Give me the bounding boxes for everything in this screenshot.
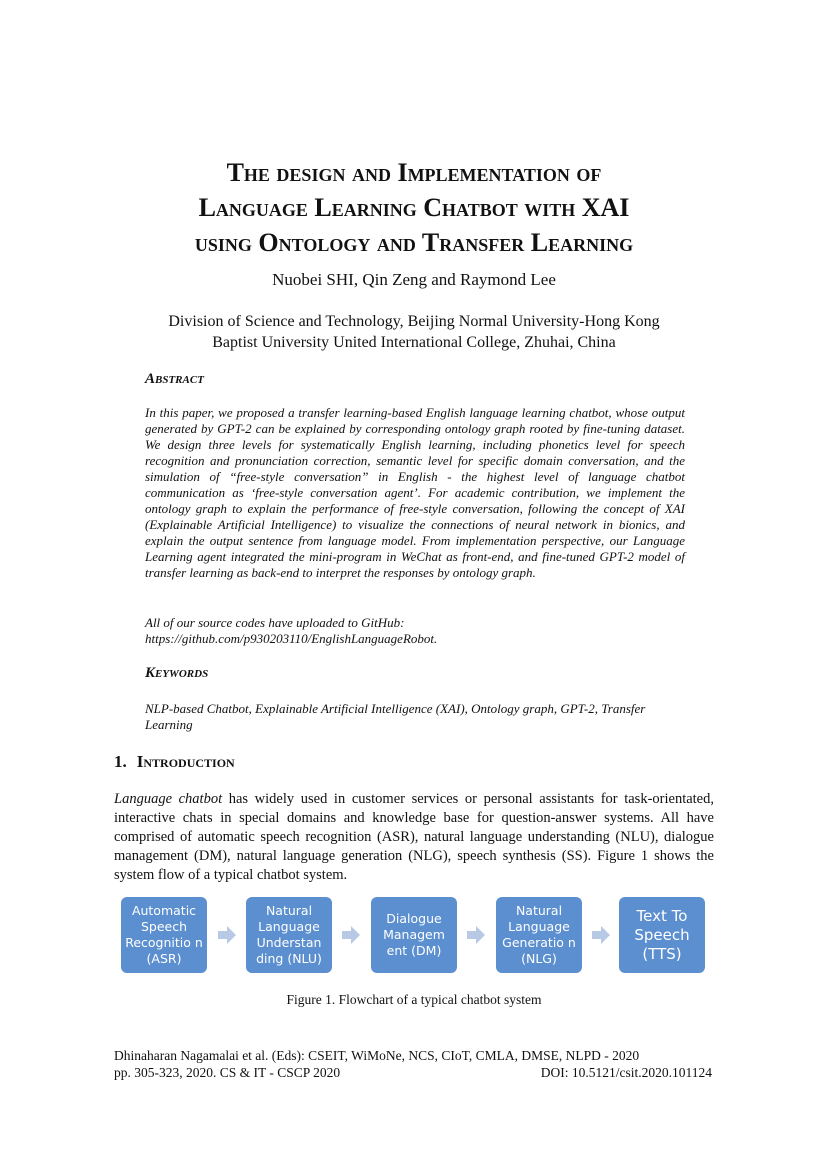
flow-box-dm: Dialogue Managem ent (DM)	[371, 897, 457, 973]
section-title: Introduction	[136, 752, 235, 771]
github-note-line: All of our source codes have uploaded to GitHub:	[145, 615, 405, 630]
arrow-right-icon	[342, 926, 360, 944]
abstract-text: In this paper, we proposed a transfer learning-based English language learning chatbot, whose output generated by GPT-2 can be explained by corresponding ontology graph rooted by fine-tuning dataset. We design three levels for systematically English learning, including phonetics level for speech recognition and pronunciation correction, semantic level for specific domain conversation, and the simulation of “free-style conversation” in English - the highest level of language chatbot communication as ‘free-style conversation agent’. For academic contribution, we implement the ontology graph to explain the performance of free-style conversation, following the concept of XAI (Explainable Artificial Intelligence) to visualize the connections of neural network in bionics, and explain the output sentence from language model. From implementation perspective, our Language Learning agent integrated the mini-program in WeChat as front-end, and fine-tuned GPT-2 model of transfer learning as back-end to interpret the responses by ontology graph.	[145, 405, 685, 580]
title-line: The design and Implementation of	[226, 158, 602, 187]
introduction-body: has widely used in customer services or personal assistants for task-orientated, interactive chats in special domains and knowledge base for question-answer systems. All have comprised of automatic speech recognition (ASR), natural language understanding (NLU), dialogue management (DM), natural language generation (NLG), speech synthesis (SS). Figure 1 shows the system flow of a typical chatbot system.	[114, 791, 714, 883]
introduction-paragraph	[114, 790, 714, 885]
affiliation-line: Baptist University United International College, Zhuhai, China	[212, 334, 616, 351]
abstract-heading: Abstract	[145, 371, 204, 387]
keywords-text: NLP-based Chatbot, Explainable Artificial Intelligence (XAI), Ontology graph, GPT-2, Transfer Learning	[145, 701, 646, 732]
chatbot-flowchart	[121, 897, 711, 973]
title-line: Language Learning Chatbot with XAI	[198, 193, 630, 222]
flow-box-asr: Automatic Speech Recognitio n (ASR)	[121, 897, 207, 973]
footer-doi: DOI: 10.5121/csit.2020.101124	[540, 1065, 712, 1080]
paper-title	[100, 155, 728, 260]
introduction-heading	[114, 752, 235, 772]
flow-box-nlg: Natural Language Generatio n (NLG)	[496, 897, 582, 973]
flow-box-nlu: Natural Language Understan ding (NLU)	[246, 897, 332, 973]
arrow-right-icon	[592, 926, 610, 944]
authors: Nuobei SHI, Qin Zeng and Raymond Lee	[272, 270, 556, 289]
arrow-right-icon	[467, 926, 485, 944]
github-note	[145, 615, 685, 647]
keywords-heading: Keywords	[145, 665, 209, 681]
introduction-lead: Language chatbot	[114, 791, 223, 807]
footer-pages: pp. 305-323, 2020. CS & IT - CSCP 2020	[114, 1065, 341, 1080]
arrow-right-icon	[218, 926, 236, 944]
affiliation	[100, 311, 728, 353]
title-line: using Ontology and Transfer Learning	[194, 228, 634, 257]
section-number: 1.	[114, 752, 127, 771]
affiliation-line: Division of Science and Technology, Beijing Normal University-Hong Kong	[168, 313, 660, 330]
github-link[interactable]: https://github.com/p930203110/EnglishLanguageRobot.	[145, 631, 438, 646]
page-footer	[114, 1047, 712, 1081]
figure-caption: Figure 1. Flowchart of a typical chatbot system	[286, 992, 542, 1007]
flow-box-tts: Text To Speech (TTS)	[619, 897, 705, 973]
footer-line: Dhinaharan Nagamalai et al. (Eds): CSEIT, WiMoNe, NCS, CIoT, CMLA, DMSE, NLPD - 2020	[114, 1048, 640, 1063]
